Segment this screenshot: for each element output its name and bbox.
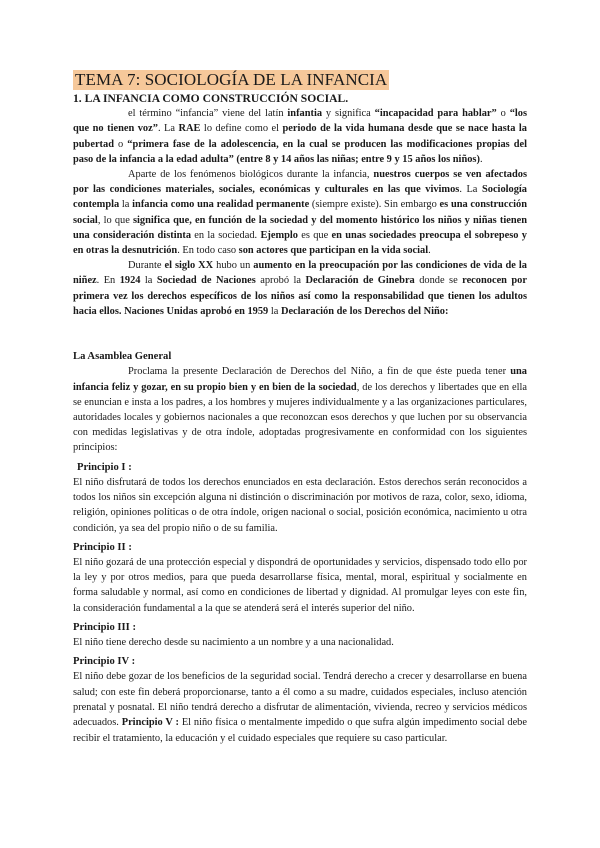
text-run: .: [479, 153, 483, 165]
bold-text-run: son actores que participan en la vida social: [238, 245, 429, 257]
text-run: la: [268, 305, 281, 317]
text-run: El niño física o mentalmente impedido o que sufra algún impedimento social debe recibir el tratamiento, la educación y el cuidado especiales que requiere su caso particular.: [73, 717, 527, 744]
principle-1-label: [73, 460, 527, 475]
bold-text-run: Sociedad de Naciones: [156, 275, 256, 287]
bold-text-run: periodo de la vida humana desde que se nace hasta la pubertad: [73, 123, 527, 150]
text-run: . En todo caso: [177, 245, 239, 257]
text-run: lo define como el: [200, 123, 283, 135]
bold-text-run: significa que, en función de la sociedad y del momento histórico los niños y niñas tienen una consideración distinta: [73, 214, 527, 241]
intro-paragraph-1: [73, 106, 527, 167]
text-run: El niño tiene derecho desde su nacimiento a un nombre y a una nacionalidad.: [73, 637, 394, 649]
text-run: El niño disfrutará de todos los derechos enunciados en esta declaración. Estos derechos serán reconocidos a todos los niños sin excepción alguna ni distinción o discriminación por motivos de raza, color, sexo, idioma, religión, opiniones políticas o de otra índole, origen nacional o social, posición económica, nacimiento u otra condición, ya sea del propio niño o de su familia.: [73, 476, 527, 534]
bold-text-run: Ejemplo: [260, 229, 298, 241]
bold-text-run: Principio V :: [121, 717, 179, 729]
principle-3-text: [73, 635, 527, 650]
bold-text-run: reconocen por primera vez los derechos específicos de los niños así como la responsabilidad que tienen los adultos hacia ellos. Naciones Unidas aprobó en 1959: [73, 275, 527, 317]
bold-text-run: infantia: [287, 108, 323, 120]
text-run: donde se: [414, 275, 463, 287]
bold-text-run: Declaración de Ginebra: [305, 275, 415, 287]
principle-2-text: [73, 555, 527, 616]
principle-label-text: Principio I :: [77, 461, 132, 473]
bold-text-run: Sociología contempla: [73, 184, 527, 211]
text-run: Durante: [128, 260, 165, 272]
principle-1-text: [73, 475, 527, 536]
bold-text-run: “los que no tienen voz”: [73, 108, 528, 135]
principle-4-text: [73, 669, 527, 745]
text-run: . La: [459, 184, 482, 196]
bold-text-run: RAE: [178, 123, 201, 135]
principle-4-label: Principio IV :: [73, 656, 136, 668]
bold-text-run: una infancia feliz y gozar, en su propio bien y en bien de la sociedad: [73, 366, 527, 393]
principles-list: [73, 460, 527, 746]
text-run: . En: [96, 275, 120, 287]
text-run: (siempre existe). Sin embargo: [309, 199, 440, 211]
intro-paragraph-3: [73, 258, 527, 319]
section-heading: 1. LA INFANCIA COMO CONSTRUCCIÓN SOCIAL.: [73, 92, 349, 105]
text-run: , lo que: [97, 214, 133, 226]
bold-text-run: aumento en la preocupación por las condiciones de vida de la niñez: [73, 260, 527, 287]
principle-3-label: Principio III :: [73, 622, 136, 634]
text-run: , de los derechos y libertades que en ella se enuncian e insta a los padres, a los hombres y mujeres individualmente y a las organizaciones particulares, autoridades locales y gobiernos nacionales a que reconozcan esos derechos y que luchen por su observancia con medidas legislativas y de otra índole, adoptadas progresivamente en conformidad con los siguientes principios:: [73, 381, 527, 454]
bold-text-run: el siglo XX: [164, 260, 214, 272]
text-run: El niño debe gozar de los beneficios de la seguridad social. Tendrá derecho a crecer y desarrollarse en buena salud; con este fin deberá proporcionarse, tanto a él como a su madre, cuidados especiales, incluso atención prenatal y posnatal. El niño tendrá derecho a disfrutar de alimentación, vivienda, recreo y servicios médicos adecuados.: [73, 671, 527, 729]
text-run: la: [119, 199, 133, 211]
subheading: La Asamblea General: [73, 351, 172, 363]
text-run: Aparte de los fenómenos biológicos durante la infancia,: [128, 169, 374, 181]
text-run: o: [114, 138, 128, 150]
principle-2-label: Principio II :: [73, 541, 132, 553]
bold-text-run: infancia como una realidad permanente: [132, 199, 310, 211]
text-run: o: [496, 108, 510, 120]
text-run: aprobó la: [255, 275, 306, 287]
bold-text-run: “incapacidad para hablar”: [374, 108, 497, 120]
bold-text-run: Declaración de los Derechos del Niño:: [280, 305, 449, 317]
text-run: El niño gozará de una protección especial y dispondrá de oportunidades y servicios, dispensado todo ello por la ley y por otros medios, para que pueda desarrollarse física, mental, moral, espiritual y socialmente en forma saludable y normal, así como en condiciones de libertad y dignidad. Al promulgar leyes con este fin, la consideración fundamental a la que se atenderá será el interés superior del niño.: [73, 556, 527, 614]
text-run: . La: [157, 123, 179, 135]
bold-text-run: es una construcción social: [73, 199, 527, 226]
bold-text-run: nuestros cuerpos se ven afectados por las condiciones materiales, sociales, económicas y culturales en las que vivimos: [73, 169, 527, 196]
proclamation-paragraph: [73, 364, 527, 455]
spacer: [73, 319, 527, 349]
text-run: la: [140, 275, 157, 287]
bold-text-run: 1924: [119, 275, 141, 287]
text-run: hubo un: [213, 260, 254, 272]
bold-text-run: “primera fase de la adolescencia, en la cual se producen las modificaciones propias del paso de la infancia a la edad adulta” (entre 8 y 14 años las niñas; entre 9 y 15 años los niños): [73, 138, 527, 165]
bold-text-run: en unas sociedades preocupa el sobrepeso y en otras la desnutrición: [73, 229, 527, 257]
text-run: .: [428, 245, 431, 257]
page-title: TEMA 7: SOCIOLOGÍA DE LA INFANCIA: [75, 70, 388, 89]
text-run: el término “infancia” viene del latín: [128, 108, 288, 120]
intro-paragraph-2: [73, 167, 527, 258]
text-run: Proclama la presente Declaración de Derechos del Niño, a fin de que éste pueda tener: [128, 366, 511, 378]
text-run: es que: [297, 229, 332, 241]
text-run: y significa: [322, 108, 375, 120]
text-run: en la sociedad.: [191, 229, 261, 241]
